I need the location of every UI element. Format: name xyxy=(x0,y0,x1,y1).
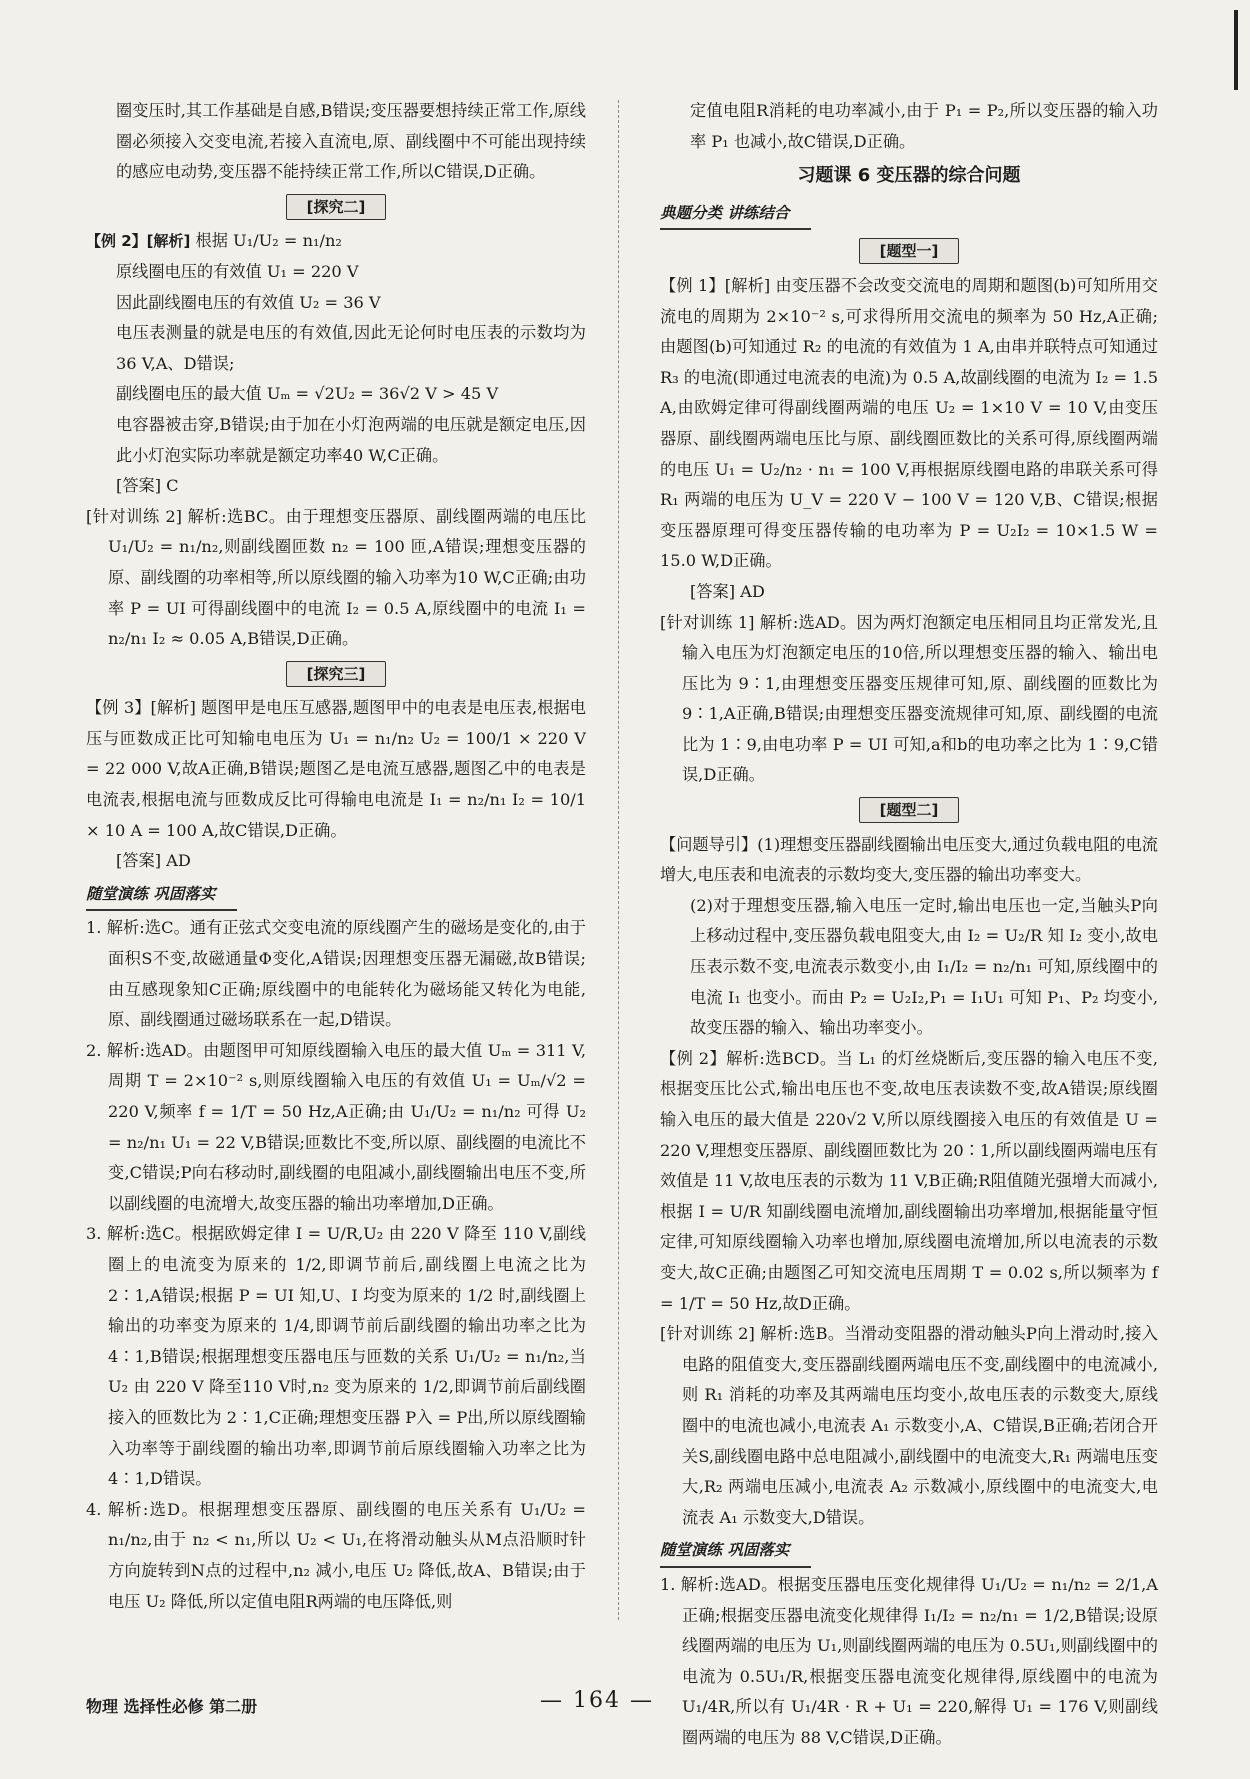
training-2-right: [针对训练 2] 解析:选B。当滑动变阻器的滑动触头P向上滑动时,接入电路的阻值变大,变压器副线圈两端电压不变,副线圈中的电流减小,则 R₁ 消耗的功率及其两端电压均变小,故电压表的示数变大,原线圈中的电流也减小,电流表 A₁ 示数变小,A、C错误,B正确;若闭合开关S,副线圈电路中总电阻减小,副线圈中的电流变大,R₁ 两端电压变大,R₂ 两端电压减小,电流表 A₂ 示数减小,原线圈中的电流变大,电流表 A₁ 示数变大,D错误。 xyxy=(660,1324,1158,1527)
right-practice-item-1: 1. 解析:选AD。根据变压器电压变化规律得 U₁/U₂ = n₁/n₂ = 2/1,A正确;根据变压器电流变化规律得 I₁/I₂ = n₂/n₁ = 1/2,B错误;设原线圈两端的电压为 U₁,则副线圈两端的电压为 0.5U₁,则副线圈中的电流为 0.5U₁/R,根据变压器电流变化规律得,原线圈中的电流为 U₁/4R,所以有 U₁/4R · R + U₁ = 220,解得 U₁ = 176 V,则副线圈两端的电压为 88 V,C错误,D正确。 xyxy=(660,1574,1158,1747)
ex1-answer: [答案] AD xyxy=(690,581,765,601)
book-title: 物理 选择性必修 第二册 xyxy=(86,1697,258,1716)
page-edge-mark xyxy=(1234,10,1238,90)
column-divider xyxy=(618,100,619,1620)
ex2-line-4: 副线圈电压的最大值 Uₘ = √2U₂ = 36√2 V > 45 V xyxy=(116,384,499,404)
question-guide-2: (2)对于理想变压器,输入电压一定时,输出电压也一定,当触头P向上移动过程中,变压器负载电阻变大,由 I₂ = U₂/R 知 I₂ 变小,故电压表示数不变,电流表示数变小,由 I₁/I₂ = n₂/n₁ 可知,原线圈中的电流 I₁ 也变小。而由 P₂ = U₂I₂,P₁ = I₁U₁ 可知 P₁、P₂ 均变小,故变压器的输入、输出功率变小。 xyxy=(690,895,1158,1038)
lesson-title: 习题课 6 变压器的综合问题 xyxy=(797,165,1021,187)
type-2-heading: [题型二] xyxy=(660,795,1158,826)
ex2-line-5: 电容器被击穿,B错误;由于加在小灯泡两端的电压就是额定电压,因此小灯泡实际功率就是额定功率40 W,C正确。 xyxy=(116,414,586,465)
right-intro: 定值电阻R消耗的电功率减小,由于 P₁ = P₂,所以变压器的输入功率 P₁ 也减小,故C错误,D正确。 xyxy=(690,101,1158,151)
ex2-line-3: 电压表测量的就是电压的有效值,因此无论何时电压表的示数均为36 V,A、D错误; xyxy=(116,323,586,373)
page-number: — 164 — xyxy=(540,1688,654,1713)
training-1: [针对训练 1] 解析:选AD。因为两灯泡额定电压相同且均正常发光,且输入电压为灯泡额定电压的10倍,所以理想变压器的输入、输出电压比为 9∶1,由理想变压器变压规律可知,原、副线圈的匝数比为 9∶1,A正确,B错误;由理想变压器变流规律可知,原、副线圈的电流比为 1∶9,由电功率 P = UI 可知,a和b的电功率之比为 1∶9,C错误,D正确。 xyxy=(660,612,1158,785)
practice-heading: 随堂演练 巩固落实 xyxy=(86,879,237,912)
type-1-heading: [题型一] xyxy=(660,236,1158,267)
ex2-line-1: 原线圈电压的有效值 U₁ = 220 V xyxy=(116,261,359,281)
explore-3-heading: [探究三] xyxy=(86,659,586,690)
left-intro: 圈变压时,其工作基础是自感,B错误;变压器要想持续正常工作,原线圈必须接入交变电流,若接入直流电,原、副线圈中不可能出现持续的感应电动势,变压器不能持续正常工作,所以C错误,D正确。 xyxy=(116,101,586,182)
ex3-answer: [答案] AD xyxy=(116,851,191,871)
right-column xyxy=(660,96,1158,1753)
ex2-line-0: 根据 U₁/U₂ = n₁/n₂ xyxy=(195,231,342,251)
section-heading-1: 典题分类 讲练结合 xyxy=(660,198,811,231)
practice-item-3: 3. 解析:选C。根据欧姆定律 I = U/R,U₂ 由 220 V 降至 110 V,副线圈上的电流变为原来的 1/2,即调节前后,副线圈上电流之比为 2∶1,A错误;根据 P = UI 知,U、I 均变为原来的 1/2 时,副线圈上输出的功率变为原来的 1/4,即调节前后副线圈的输出功率之比为 4∶1,B错误;根据理想变压器电压与匝数的关系 U₁/U₂ = n₁/n₂,当 U₂ 由 220 V 降至110 V时,n₂ 变为原来的 1/2,即调节前后副线圈接入的匝数比为 2∶1,C正确;理想变压器 P入 = P出,所以原线圈输入功率等于副线圈的输出功率,即调节前后原线圈输入功率之比为 4∶1,D错误。 xyxy=(86,1224,586,1489)
example-1: 【例 1】[解析] 由变压器不会改变交流电的周期和题图(b)可知所用交流电的周期为 2×10⁻² s,可求得所用交流电的频率为 50 Hz,A正确;由题图(b)可知通过 R₂ 的电流的有效值为 1 A,由串并联特点可知通过 R₃ 的电流(即通过电流表的电流)为 0.5 A,故副线圈的电流为 I₂ = 1.5 A,由欧姆定律可得副线圈两端的电压 U₂ = 1×10 V = 10 V,由变压器原、副线圈两端电压比与原、副线圈匝数比的关系可得,原线圈两端的电压 U₁ = U₂/n₂ · n₁ = 100 V,再根据原线圈电路的串联关系可得 R₁ 两端的电压为 U_V = 220 V − 100 V = 120 V,B、C错误;根据变压器原理可得变压器传输的电功率为 P = U₂I₂ = 10×1.5 W = 15.0 W,D正确。 xyxy=(660,275,1158,571)
practice-item-2: 2. 解析:选AD。由题图甲可知原线圈输入电压的最大值 Uₘ = 311 V,周期 T = 2×10⁻² s,则原线圈输入电压的有效值 U₁ = Uₘ/√2 = 220 V,频率 f = 1/T = 50 Hz,A正确;由 U₁/U₂ = n₁/n₂ 可得 U₂ = n₂/n₁ U₁ = 22 V,B错误;匝数比不变,所以原、副线圈的电流比不变,C错误;P向右移动时,副线圈的电阻减小,副线圈输出电压不变,所以副线圈的电流增大,故变压器的输出功率增加,D正确。 xyxy=(86,1040,586,1213)
example-3: 【例 3】[解析] 题图甲是电压互感器,题图甲中的电表是电压表,根据电压与匝数成正比可知输电电压为 U₁ = n₁/n₂ U₂ = 100/1 × 220 V = 22 000 V,故A正确,B错误;题图乙是电流互感器,题图乙中的电表是电流表,根据电流与匝数成反比可得输电电流是 I₁ = n₂/n₁ I₂ = 10/1 × 10 A = 100 A,故C错误,D正确。 xyxy=(86,698,586,840)
explore-2-heading: [探究二] xyxy=(86,192,586,223)
section-heading-2: 随堂演练 巩固落实 xyxy=(660,1535,811,1568)
left-column xyxy=(86,96,586,1617)
example-2-tag: 【例 2】[解析] xyxy=(86,232,191,251)
question-guide: 【问题导引】(1)理想变压器副线圈输出电压变大,通过负载电阻的电流增大,电压表和电流表的示数均变大,变压器的输出功率变大。 xyxy=(660,834,1158,885)
practice-item-1: 1. 解析:选C。通有正弦式交变电流的原线圈产生的磁场是变化的,由于面积S不变,故磁通量Φ变化,A错误;因理想变压器无漏磁,故B错误;由互感现象知C正确;原线圈中的电能转化为磁场能又转化为电能,原、副线圈通过磁场联系在一起,D错误。 xyxy=(86,918,586,1030)
practice-item-4: 4. 解析:选D。根据理想变压器原、副线圈的电压关系有 U₁/U₂ = n₁/n₂,由于 n₂ < n₁,所以 U₂ < U₁,在将滑动触头从M点沿顺时针方向旋转到N点的过程中,n₂ 减小,电压 U₂ 降低,故A、B错误;由于电压 U₂ 降低,所以定值电阻R两端的电压降低,则 xyxy=(86,1499,586,1611)
ex2-line-2: 因此副线圈电压的有效值 U₂ = 36 V xyxy=(116,292,381,312)
example-2-right: 【例 2】解析:选BCD。当 L₁ 的灯丝烧断后,变压器的输入电压不变,根据变压比公式,输出电压也不变,故电压表读数不变,故A错误;原线圈输入电压的最大值是 220√2 V,所以原线圈接入电压的有效值是 U = 220 V,理想变压器原、副线圈匝数比为 20∶1,所以副线圈两端电压有效值是 11 V,故电压表的示数为 11 V,B正确;R阻值随光强增大而减小,根据 I = U/R 知副线圈电流增加,副线圈输出功率增加,根据能量守恒定律,可知原线圈输入功率也增加,原线圈电流增加,所以电流表的示数变大,故C正确;由题图乙可知交流电压周期 T = 0.02 s,所以频率为 f = 1/T = 50 Hz,故D正确。 xyxy=(660,1048,1158,1313)
ex2-answer: [答案] C xyxy=(116,476,179,496)
training-2: [针对训练 2] 解析:选BC。由于理想变压器原、副线圈两端的电压比 U₁/U₂ = n₁/n₂,则副线圈匝数 n₂ = 100 匝,A错误;理想变压器的原、副线圈的功率相等,所以原线圈的输入功率为10 W,C正确;由功率 P = UI 可得副线圈中的电流 I₂ = 0.5 A,原线圈中的电流 I₁ = n₂/n₁ I₂ ≈ 0.05 A,B错误,D正确。 xyxy=(86,506,586,649)
